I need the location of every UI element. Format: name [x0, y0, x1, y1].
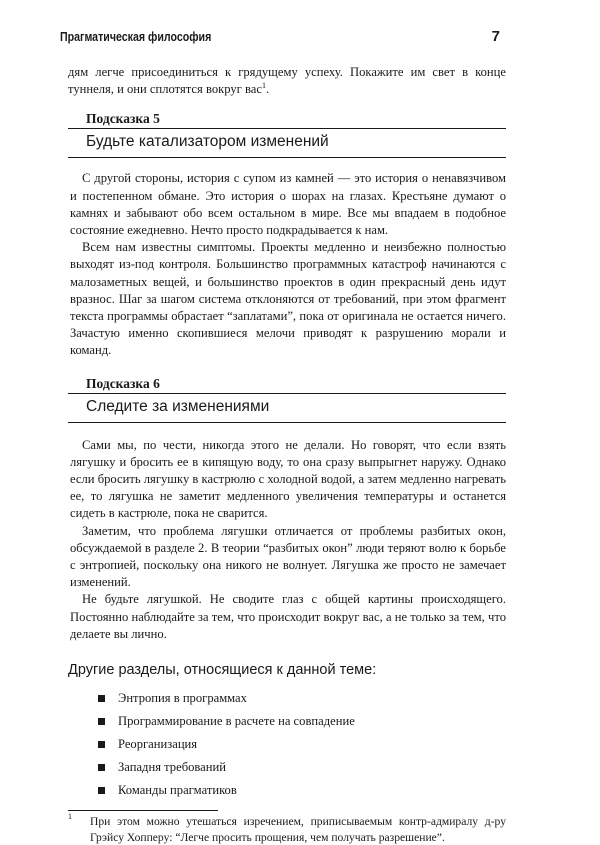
- tip-6-label: Подсказка 6: [68, 376, 506, 394]
- related-item-label: Реорганизация: [118, 737, 198, 752]
- tip-5: [68, 111, 506, 359]
- list-item: [98, 779, 506, 802]
- tip-5-label: Подсказка 5: [68, 111, 506, 129]
- intro-text: дям легче присоединиться к грядущему успеху. Покажите им свет в конце туннеля, и они сплотятся вокруг вас: [68, 65, 506, 97]
- tip-6-paragraph: Сами мы, по чести, никогда этого не делали. Но говорят, что если взять лягушку и бросить ее в кипящую воду, то она сразу выпрыгнет наружу. Однако если бросить лягушку в кастрюлю с холодной водой, а затем медленно нагревать ее, то лягушка не заметит медленного увеличения температуры и останется сидеть в кастрюле, пока не сварится.: [70, 437, 506, 521]
- tip-5-title: Будьте катализатором изменений: [68, 129, 506, 158]
- square-bullet-icon: [98, 718, 105, 725]
- square-bullet-icon: [98, 764, 105, 771]
- related-item-label: Команды прагматиков: [118, 783, 237, 798]
- related-item-label: Западня требований: [118, 760, 226, 775]
- footnote-reference: 1: [261, 81, 266, 91]
- list-item: [98, 687, 506, 710]
- list-item: [98, 756, 506, 779]
- tip-5-paragraph: С другой стороны, история с супом из камней — это история о ненавязчивом и постепенном обмане. Это история о шорах на глазах. Крестьяне думают о камнях и забывают обо всем остальном в мире. Все мы впадаем в подобное состояние ежедневно. Нечто просто подкрадывается к нам.: [70, 171, 506, 238]
- intro-text-end: .: [265, 82, 270, 97]
- tip-6-body: [68, 437, 506, 643]
- tip-5-paragraph: Всем нам известны симптомы. Проекты медленно и неизбежно полностью выходят из-под контроля. Большинство программных катастроф начинаются с малозаметных вещей, и большинство проектов в один прекрасный день идут вразнос. Шаг за шагом система отклоняются от требований, при этом фрагмент текста программы обрастает “заплатами”, пока от оригинала не остается ничего. Зачастую именно скопившиеся мелочи приводят к разрушению морали и команд.: [70, 240, 506, 358]
- related-list: [68, 687, 506, 802]
- square-bullet-icon: [98, 741, 105, 748]
- list-item: [98, 710, 506, 733]
- running-title: Прагматическая философия: [60, 30, 212, 44]
- related-sections: [68, 661, 506, 802]
- page-content: [68, 64, 506, 845]
- square-bullet-icon: [98, 695, 105, 702]
- page-number: 7: [491, 28, 500, 45]
- page-header: [60, 30, 500, 50]
- footnote: [68, 814, 506, 845]
- square-bullet-icon: [98, 787, 105, 794]
- tip-6-paragraph: Заметим, что проблема лягушки отличается от проблемы разбитых окон, обсуждаемой в разделе 2. В теории “разбитых окон” люди теряют волю к борьбе с энтропией, поскольку она никого не волнует. Лягушка же просто не замечает изменений.: [70, 523, 506, 590]
- footnote-mark: 1: [68, 812, 72, 822]
- related-item-label: Программирование в расчете на совпадение: [118, 714, 355, 729]
- tip-6-paragraph: Не будьте лягушкой. Не сводите глаз с общей картины происходящего. Постоянно наблюдайте за тем, что происходит вокруг вас, а не только за тем, что делаете вы лично.: [70, 592, 506, 641]
- list-item: [98, 733, 506, 756]
- related-item-label: Энтропия в программах: [118, 691, 247, 706]
- tip-6-title: Следите за изменениями: [68, 394, 506, 423]
- tip-5-body: [68, 170, 506, 359]
- tip-6: [68, 376, 506, 643]
- footnote-divider: [68, 810, 218, 811]
- intro-paragraph: [68, 64, 506, 98]
- related-heading: Другие разделы, относящиеся к данной теме:: [68, 662, 377, 679]
- footnote-text: При этом можно утешаться изречением, приписываемым контр-адмиралу д-ру Грэйсу Хопперу: “Легче просить прощения, чем получать разрешение”.: [90, 815, 506, 844]
